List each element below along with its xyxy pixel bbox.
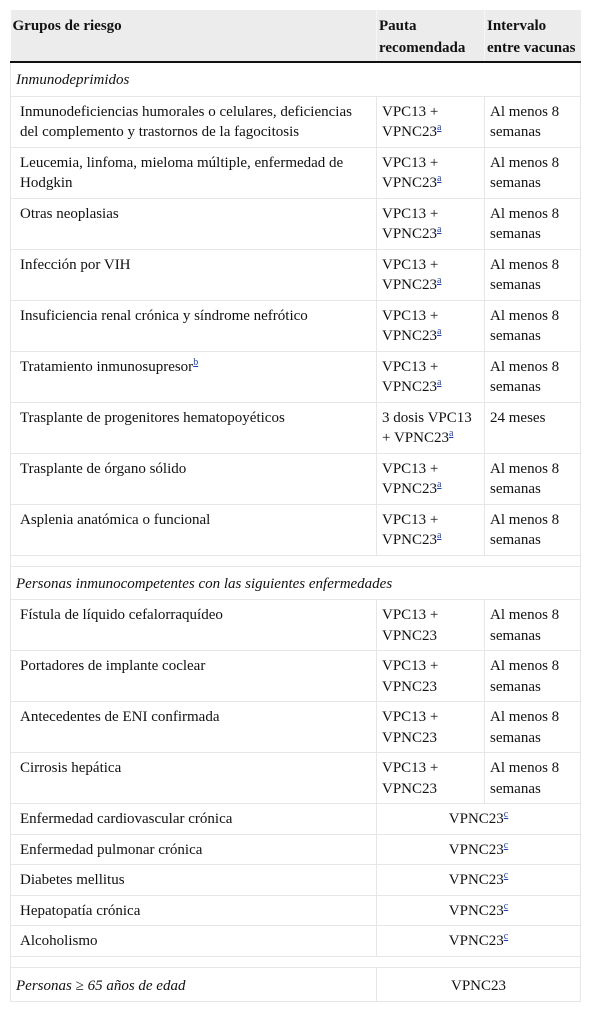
section-row xyxy=(11,62,581,96)
table-row xyxy=(11,895,581,926)
interval-cell: Al menos 8 semanas xyxy=(485,198,581,249)
pauta-cell xyxy=(377,895,581,926)
pauta-cell xyxy=(377,753,485,804)
table-row xyxy=(11,834,581,865)
pauta-text: VPC13 + VPNC23 xyxy=(382,460,439,497)
footnote-link[interactable]: a xyxy=(448,428,454,439)
group-cell xyxy=(11,351,377,402)
pauta-text: VPC13 + VPNC23 xyxy=(382,205,439,242)
pauta-cell xyxy=(377,147,485,198)
group-cell: Hepatopatía crónica xyxy=(11,895,377,926)
table-row xyxy=(11,402,581,453)
header-pauta: Pauta recomendada xyxy=(377,10,485,62)
pauta-text: VPC13 + VPNC23 xyxy=(382,607,439,644)
pauta-cell xyxy=(377,453,485,504)
table-row xyxy=(11,504,581,555)
footnote-link[interactable]: a xyxy=(437,479,442,490)
footnote-link[interactable]: c xyxy=(503,839,509,851)
footnote-link[interactable]: a xyxy=(437,377,442,388)
group-cell xyxy=(11,702,377,753)
group-text: Tratamiento inmunosupresor xyxy=(20,358,194,375)
pauta-text: VPNC23 xyxy=(448,872,504,888)
header-grupos: Grupos de riesgo xyxy=(11,10,377,62)
section-title: Personas ≥ 65 años de edad xyxy=(11,967,377,1002)
footnote-link[interactable]: b xyxy=(193,356,199,368)
group-cell xyxy=(11,600,377,651)
table-row xyxy=(11,865,581,896)
table-row xyxy=(11,351,581,402)
footnote-link[interactable]: a xyxy=(437,173,442,184)
footnote-link[interactable]: a xyxy=(437,326,442,337)
pauta-cell xyxy=(377,926,581,957)
interval-cell: Al menos 8 semanas xyxy=(485,651,581,702)
section-title: Inmunodeprimidos xyxy=(11,62,581,96)
pauta-text: VPC13 + VPNC23 xyxy=(382,709,439,746)
table-row xyxy=(11,300,581,351)
group-text: Asplenia anatómica o funcional xyxy=(20,511,211,528)
table-body xyxy=(11,62,581,1002)
footnote-link[interactable]: a xyxy=(437,275,442,286)
interval-cell: Al menos 8 semanas xyxy=(485,453,581,504)
group-cell xyxy=(11,147,377,198)
group-cell xyxy=(11,504,377,555)
table-row xyxy=(11,926,581,957)
group-text: Leucemia, linfoma, mieloma múltiple, enfermedad de Hodgkin xyxy=(20,154,344,191)
pauta-cell xyxy=(377,834,581,865)
table-row xyxy=(11,804,581,835)
interval-cell: Al menos 8 semanas xyxy=(485,600,581,651)
pauta-text: VPC13 + VPNC23 xyxy=(382,358,439,395)
pauta-cell xyxy=(377,402,485,453)
group-cell: Enfermedad pulmonar crónica xyxy=(11,834,377,865)
table-row xyxy=(11,753,581,804)
group-text: Insuficiencia renal crónica y síndrome nefrótico xyxy=(20,307,308,324)
pauta-cell xyxy=(377,804,581,835)
group-cell xyxy=(11,300,377,351)
group-cell xyxy=(11,651,377,702)
interval-cell: Al menos 8 semanas xyxy=(485,147,581,198)
pauta-text: VPC13 + VPNC23 xyxy=(382,760,439,797)
spacer-cell xyxy=(11,555,581,566)
group-cell xyxy=(11,753,377,804)
pauta-text: VPC13 + VPNC23 xyxy=(382,658,439,695)
interval-cell: Al menos 8 semanas xyxy=(485,300,581,351)
risk-groups-table xyxy=(10,10,581,1002)
group-text: Cirrosis hepática xyxy=(20,760,122,776)
group-cell: Alcoholismo xyxy=(11,926,377,957)
pauta-text: VPC13 + VPNC23 xyxy=(382,511,439,548)
pauta-cell xyxy=(377,865,581,896)
pauta-cell xyxy=(377,198,485,249)
pauta-text: VPC13 + VPNC23 xyxy=(382,256,439,293)
group-text: Trasplante de progenitores hematopoyéticos xyxy=(20,409,285,426)
group-cell: Diabetes mellitus xyxy=(11,865,377,896)
group-text: Portadores de implante coclear xyxy=(20,658,206,674)
group-cell xyxy=(11,249,377,300)
group-cell xyxy=(11,453,377,504)
footnote-link[interactable]: a xyxy=(437,224,442,235)
pauta-cell xyxy=(377,351,485,402)
header-intervalo: Intervalo entre vacunas xyxy=(485,10,581,62)
footnote-link[interactable]: c xyxy=(503,870,509,881)
footnote-link[interactable]: a xyxy=(437,122,442,133)
group-text: Antecedentes de ENI confirmada xyxy=(20,709,220,725)
interval-cell: Al menos 8 semanas xyxy=(485,96,581,147)
pauta-text: VPNC23 xyxy=(448,902,504,919)
footnote-link[interactable]: c xyxy=(503,809,509,820)
interval-cell: Al menos 8 semanas xyxy=(485,753,581,804)
pauta-cell: VPNC23 xyxy=(377,967,581,1002)
group-cell: Enfermedad cardiovascular crónica xyxy=(11,804,377,835)
group-text: Fístula de líquido cefalorraquídeo xyxy=(20,607,223,623)
footnote-link[interactable]: c xyxy=(503,900,509,912)
table-row xyxy=(11,600,581,651)
pauta-text: 3 dosis VPC13 + VPNC23 xyxy=(382,409,472,446)
pauta-cell xyxy=(377,600,485,651)
table-row xyxy=(11,453,581,504)
pauta-cell xyxy=(377,300,485,351)
section-row xyxy=(11,566,581,600)
interval-cell: Al menos 8 semanas xyxy=(485,504,581,555)
pauta-cell xyxy=(377,249,485,300)
pauta-cell xyxy=(377,96,485,147)
pauta-text: VPNC23 xyxy=(448,811,504,827)
table-row xyxy=(11,249,581,300)
footnote-link[interactable]: a xyxy=(437,530,442,541)
table-row xyxy=(11,651,581,702)
interval-cell: Al menos 8 semanas xyxy=(485,351,581,402)
spacer-row xyxy=(11,956,581,967)
pauta-text: VPC13 + VPNC23 xyxy=(382,154,439,191)
pauta-text: VPNC23 xyxy=(448,933,504,949)
group-cell xyxy=(11,402,377,453)
spacer-cell xyxy=(11,956,581,967)
pauta-cell xyxy=(377,651,485,702)
pauta-cell xyxy=(377,702,485,753)
group-text: Inmunodeficiencias humorales o celulares, deficiencias del complemento y trastornos de la fagocitosis xyxy=(20,103,352,140)
table-row xyxy=(11,702,581,753)
pauta-text: VPNC23 xyxy=(448,841,504,858)
interval-cell: 24 meses xyxy=(485,402,581,453)
table-row xyxy=(11,198,581,249)
pauta-text: VPC13 + VPNC23 xyxy=(382,103,439,140)
group-cell xyxy=(11,198,377,249)
group-text: Otras neoplasias xyxy=(20,205,119,222)
table-header-row xyxy=(11,10,581,62)
spacer-row xyxy=(11,555,581,566)
footnote-link[interactable]: c xyxy=(503,931,509,942)
interval-cell: Al menos 8 semanas xyxy=(485,702,581,753)
table-row xyxy=(11,147,581,198)
table-row xyxy=(11,96,581,147)
pauta-text: VPC13 + VPNC23 xyxy=(382,307,439,344)
group-text: Trasplante de órgano sólido xyxy=(20,460,187,477)
group-text: Infección por VIH xyxy=(20,256,131,273)
pauta-cell xyxy=(377,504,485,555)
interval-cell: Al menos 8 semanas xyxy=(485,249,581,300)
section-row xyxy=(11,967,581,1002)
group-cell xyxy=(11,96,377,147)
section-title: Personas inmunocompetentes con las siguientes enfermedades xyxy=(11,566,581,600)
